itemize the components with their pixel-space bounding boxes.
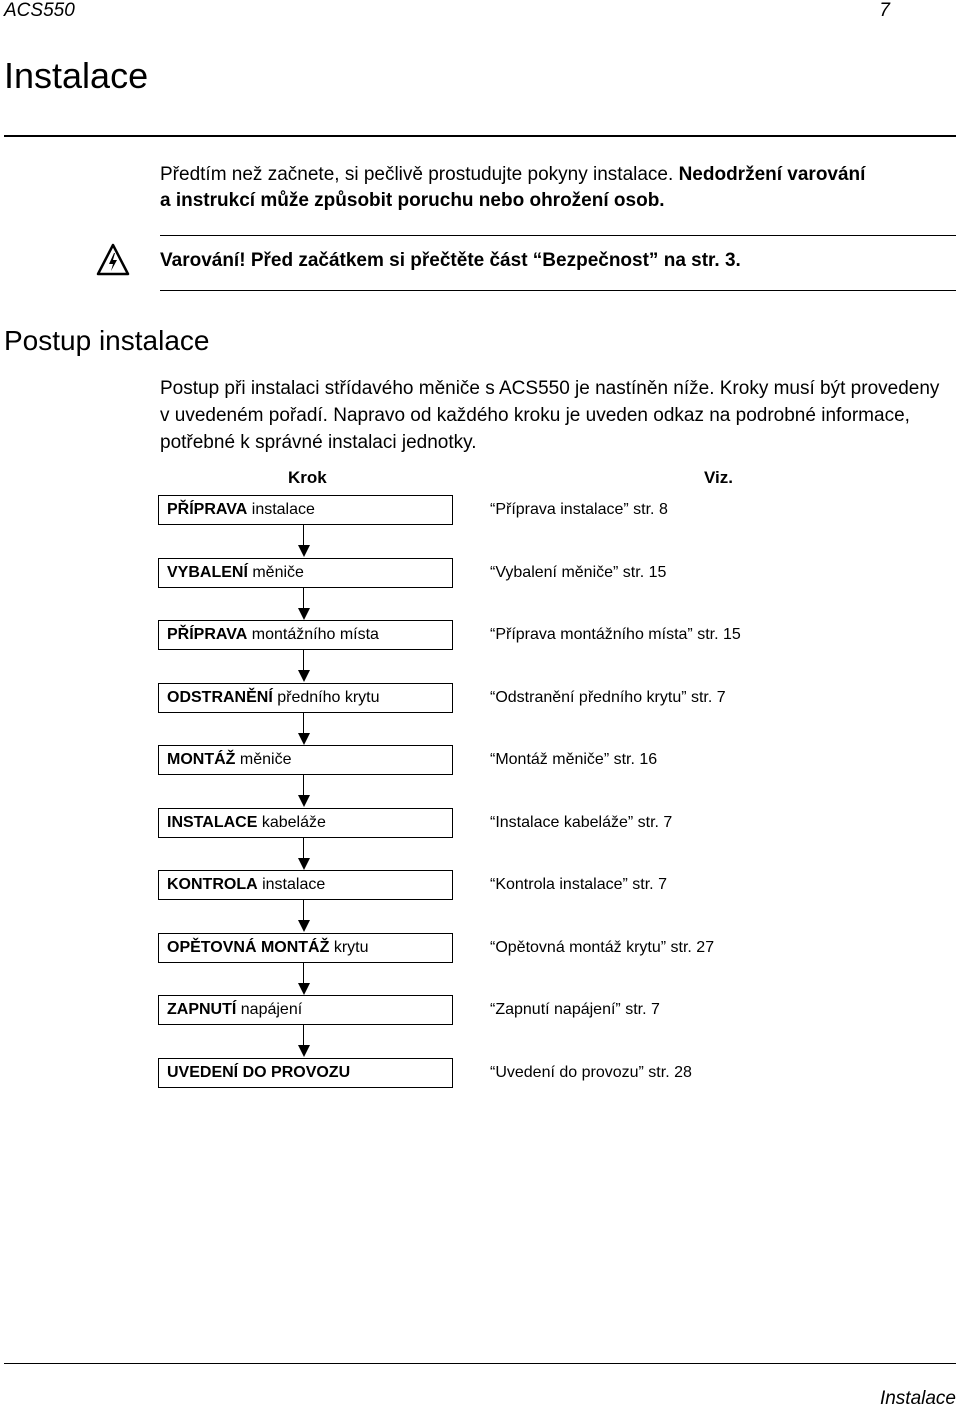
step-reference: “Kontrola instalace” str. 7 — [490, 876, 667, 893]
flow-connector-line — [303, 713, 304, 735]
step-reference: “Opětovná montáž krytu” str. 27 — [490, 939, 715, 956]
down-arrow-icon — [298, 545, 310, 557]
step-reference: “Instalace kabeláže” str. 7 — [490, 814, 673, 831]
down-arrow-icon — [298, 920, 310, 932]
step-description: krytu — [329, 939, 369, 956]
down-arrow-icon — [298, 858, 310, 870]
down-arrow-icon — [298, 795, 310, 807]
warning-text: Varování! Před začátkem si přečtěte část “Bezpečnost” na str. 3. — [160, 250, 741, 271]
down-arrow-icon — [298, 983, 310, 995]
step-keyword: OPĚTOVNÁ MONTÁŽ — [167, 939, 330, 956]
electrical-hazard-icon — [96, 243, 130, 277]
step-keyword: ODSTRANĚNÍ — [167, 689, 273, 706]
flow-connector-line — [303, 650, 304, 672]
step-description: instalace — [257, 876, 326, 893]
step-keyword: INSTALACE — [167, 814, 258, 831]
section-intro: Postup při instalaci střídavého měniče s ACS550 je nastíněn níže. Kroky musí být provedeny v uvedeném pořadí. Napravo od každého kroku je uveden odkaz na podrobné informace, potřebné k správné instalaci jednotky. — [160, 378, 940, 453]
step-keyword: MONTÁŽ — [167, 751, 236, 768]
step-box — [158, 1058, 453, 1088]
step-keyword: ZAPNUTÍ — [167, 1001, 237, 1018]
step-keyword: KONTROLA — [167, 876, 258, 893]
intro-bold-text-2: a instrukcí může způsobit poruchu nebo ohrožení osob. — [160, 190, 665, 211]
section-heading: Postup instalace — [4, 325, 210, 356]
step-reference: “Montáž měniče” str. 16 — [490, 751, 658, 768]
step-reference: “Odstranění předního krytu” str. 7 — [490, 689, 726, 706]
step-description: měniče — [235, 751, 292, 768]
title-divider — [4, 135, 956, 137]
footer-divider — [4, 1363, 956, 1364]
step-box — [158, 745, 453, 775]
step-keyword: VYBALENÍ — [167, 564, 248, 581]
step-description: měniče — [247, 564, 304, 581]
step-box — [158, 808, 453, 838]
step-keyword: UVEDENÍ DO PROVOZU — [167, 1064, 351, 1081]
down-arrow-icon — [298, 1045, 310, 1057]
flow-connector-line — [303, 963, 304, 985]
step-reference: “Zapnutí napájení” str. 7 — [490, 1001, 660, 1018]
footer-chapter-title: Instalace — [879, 1388, 956, 1409]
page-title: Instalace — [4, 55, 149, 96]
step-description: předního krytu — [272, 689, 380, 706]
flow-connector-line — [303, 525, 304, 547]
step-box — [158, 620, 453, 650]
intro-bold-text-1: Nedodržení varování — [678, 164, 866, 185]
step-keyword: PŘÍPRAVA — [167, 501, 248, 518]
step-box — [158, 495, 453, 525]
reference-column-header: Viz. — [704, 468, 733, 487]
step-description: instalace — [247, 501, 315, 518]
header-left-text: ACS550 — [4, 0, 75, 21]
intro-normal-text: Předtím než začnete, si pečlivě prostudujte pokyny instalace. — [160, 164, 679, 185]
page-number: 7 — [879, 0, 890, 21]
step-box — [158, 558, 453, 588]
intro-paragraph — [160, 162, 960, 214]
step-box — [158, 870, 453, 900]
step-reference: “Příprava instalace” str. 8 — [490, 501, 668, 518]
step-description: montážního místa — [247, 626, 379, 643]
flow-connector-line — [303, 900, 304, 922]
step-box — [158, 933, 453, 963]
warning-top-rule — [160, 235, 956, 236]
flow-connector-line — [303, 1025, 304, 1047]
down-arrow-icon — [298, 608, 310, 620]
step-reference: “Vybalení měniče” str. 15 — [490, 564, 667, 581]
step-description: napájení — [236, 1001, 303, 1018]
warning-bottom-rule — [160, 290, 956, 291]
step-column-header: Krok — [288, 468, 327, 487]
step-keyword: PŘÍPRAVA — [167, 626, 248, 643]
step-description: kabeláže — [257, 814, 326, 831]
step-box — [158, 683, 453, 713]
step-reference: “Příprava montážního místa” str. 15 — [490, 626, 741, 643]
down-arrow-icon — [298, 733, 310, 745]
down-arrow-icon — [298, 670, 310, 682]
flow-connector-line — [303, 775, 304, 797]
flow-connector-line — [303, 838, 304, 860]
step-box — [158, 995, 453, 1025]
flow-connector-line — [303, 588, 304, 610]
step-reference: “Uvedení do provozu” str. 28 — [490, 1064, 692, 1081]
